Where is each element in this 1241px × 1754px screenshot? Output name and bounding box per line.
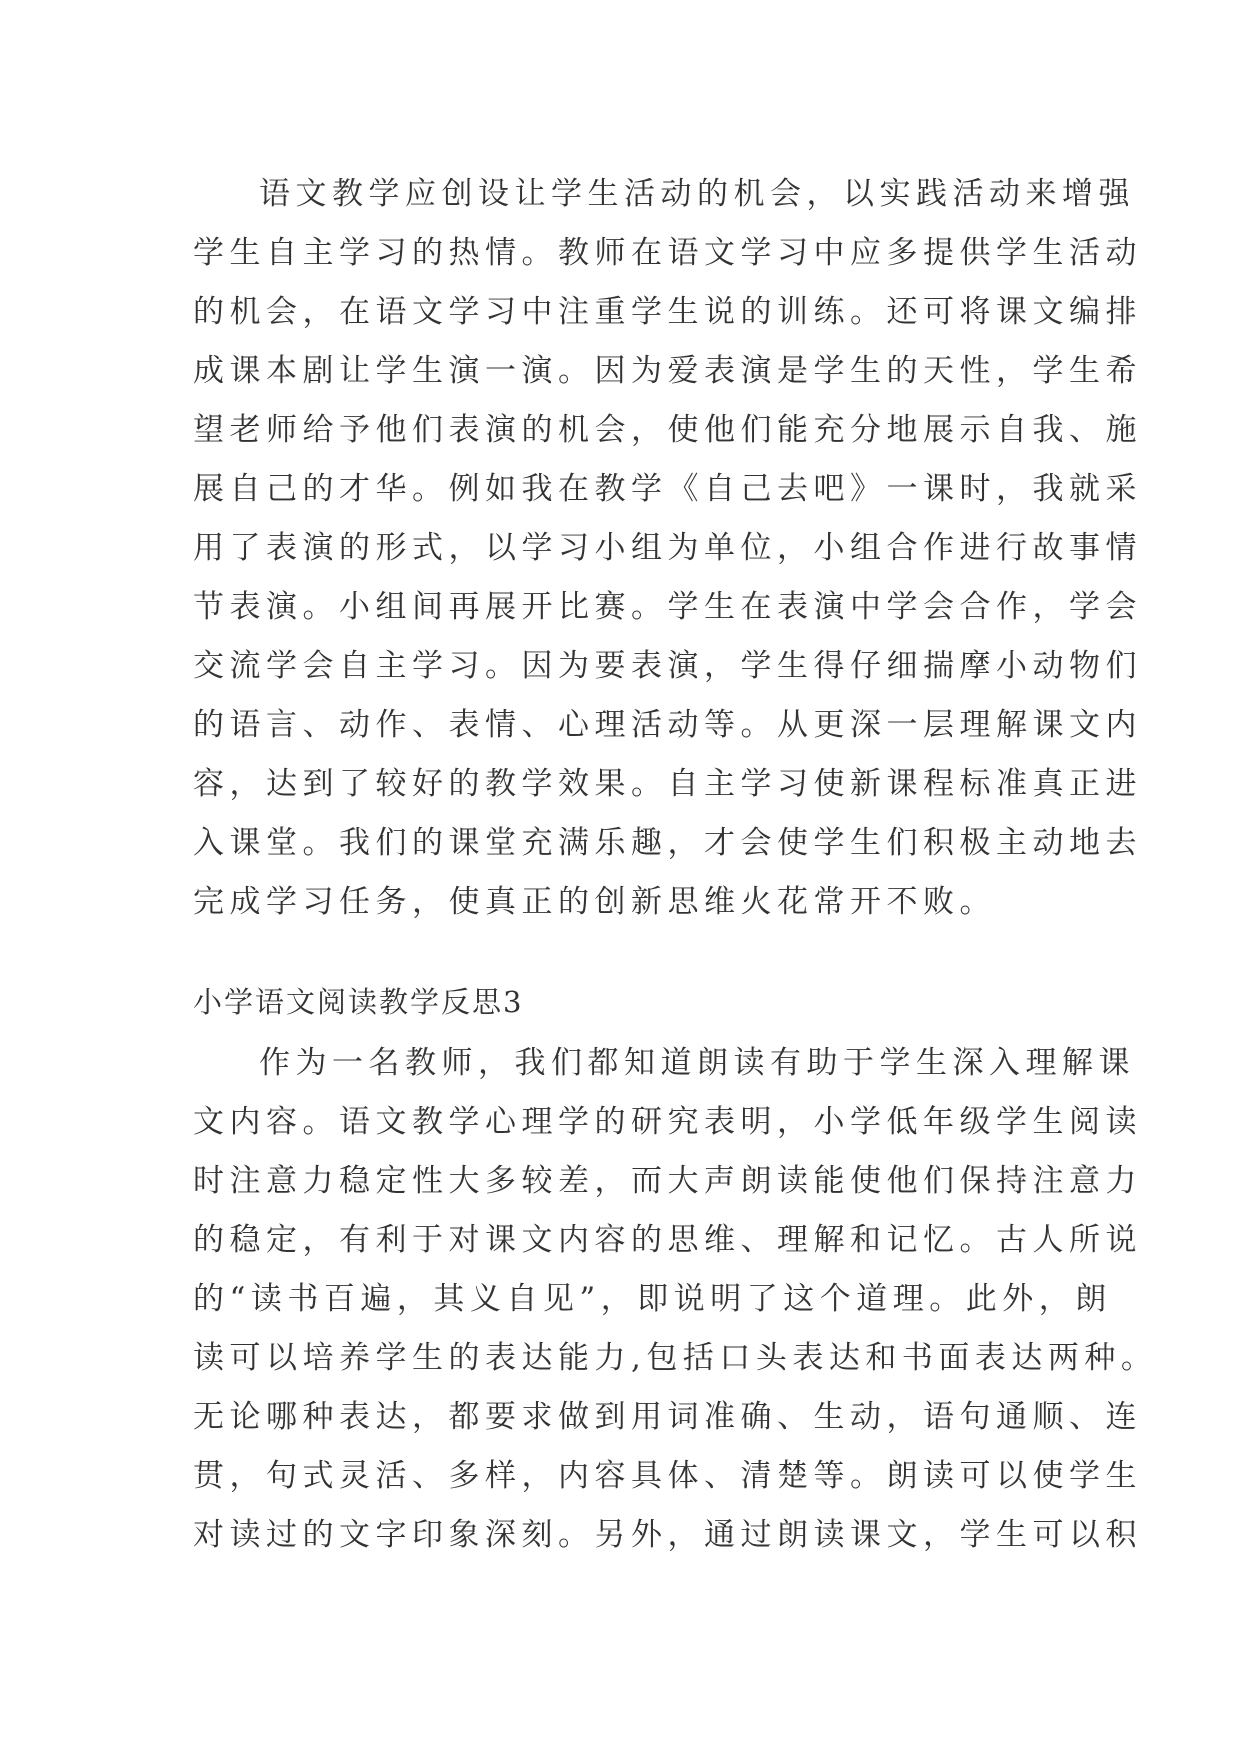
paragraph-1 — [193, 165, 1142, 932]
paragraph-line: 的语言、动作、表情、心理活动等。从更深一层理解课文内 — [193, 707, 1142, 743]
paragraph-line: 的“读书百遍，其义自见”，即说明了这个道理。此外，朗 — [193, 1281, 1112, 1317]
paragraph-line: 用了表演的形式，以学习小组为单位，小组合作进行故事情 — [193, 530, 1142, 566]
paragraph-line: 时注意力稳定性大多较差，而大声朗读能使他们保持注意力 — [193, 1163, 1142, 1199]
paragraph-line: 语文教学应创设让学生活动的机会，以实践活动来增强 — [259, 176, 1135, 212]
paragraph-line: 望老师给予他们表演的机会，使他们能充分地展示自我、施 — [193, 412, 1142, 448]
section-heading: 小学语文阅读教学反思3 — [193, 985, 524, 1019]
paragraph-line: 对读过的文字印象深刻。另外，通过朗读课文，学生可以积 — [193, 1517, 1142, 1553]
paragraph-line: 文内容。语文教学心理学的研究表明，小学低年级学生阅读 — [193, 1104, 1142, 1140]
paragraph-line: 展自己的才华。例如我在教学《自己去吧》一课时，我就采 — [193, 471, 1142, 507]
paragraph-line: 的稳定，有利于对课文内容的思维、理解和记忆。古人所说 — [193, 1222, 1142, 1258]
paragraph-line: 读可以培养学生的表达能力,包括口头表达和书面表达两种。 — [193, 1340, 1158, 1376]
paragraph-line: 无论哪种表达，都要求做到用词准确、生动，语句通顺、连 — [193, 1399, 1142, 1435]
paragraph-line: 的机会，在语文学习中注重学生说的训练。还可将课文编排 — [193, 294, 1142, 330]
paragraph-line: 容，达到了较好的教学效果。自主学习使新课程标准真正进 — [193, 766, 1142, 802]
paragraph-line: 节表演。小组间再展开比赛。学生在表演中学会合作，学会 — [193, 589, 1142, 625]
paragraph-line: 贯，句式灵活、多样，内容具体、清楚等。朗读可以使学生 — [193, 1458, 1142, 1494]
paragraph-line: 学生自主学习的热情。教师在语文学习中应多提供学生活动 — [193, 235, 1142, 271]
paragraph-line: 入课堂。我们的课堂充满乐趣，才会使学生们积极主动地去 — [193, 825, 1142, 861]
paragraph-line: 成课本剧让学生演一演。因为爱表演是学生的天性，学生希 — [193, 353, 1142, 389]
paragraph-line: 完成学习任务，使真正的创新思维火花常开不败。 — [193, 884, 996, 920]
paragraph-line: 作为一名教师，我们都知道朗读有助于学生深入理解课 — [259, 1045, 1135, 1081]
paragraph-2 — [193, 1034, 1158, 1565]
paragraph-line: 交流学会自主学习。因为要表演，学生得仔细揣摩小动物们 — [193, 648, 1142, 684]
